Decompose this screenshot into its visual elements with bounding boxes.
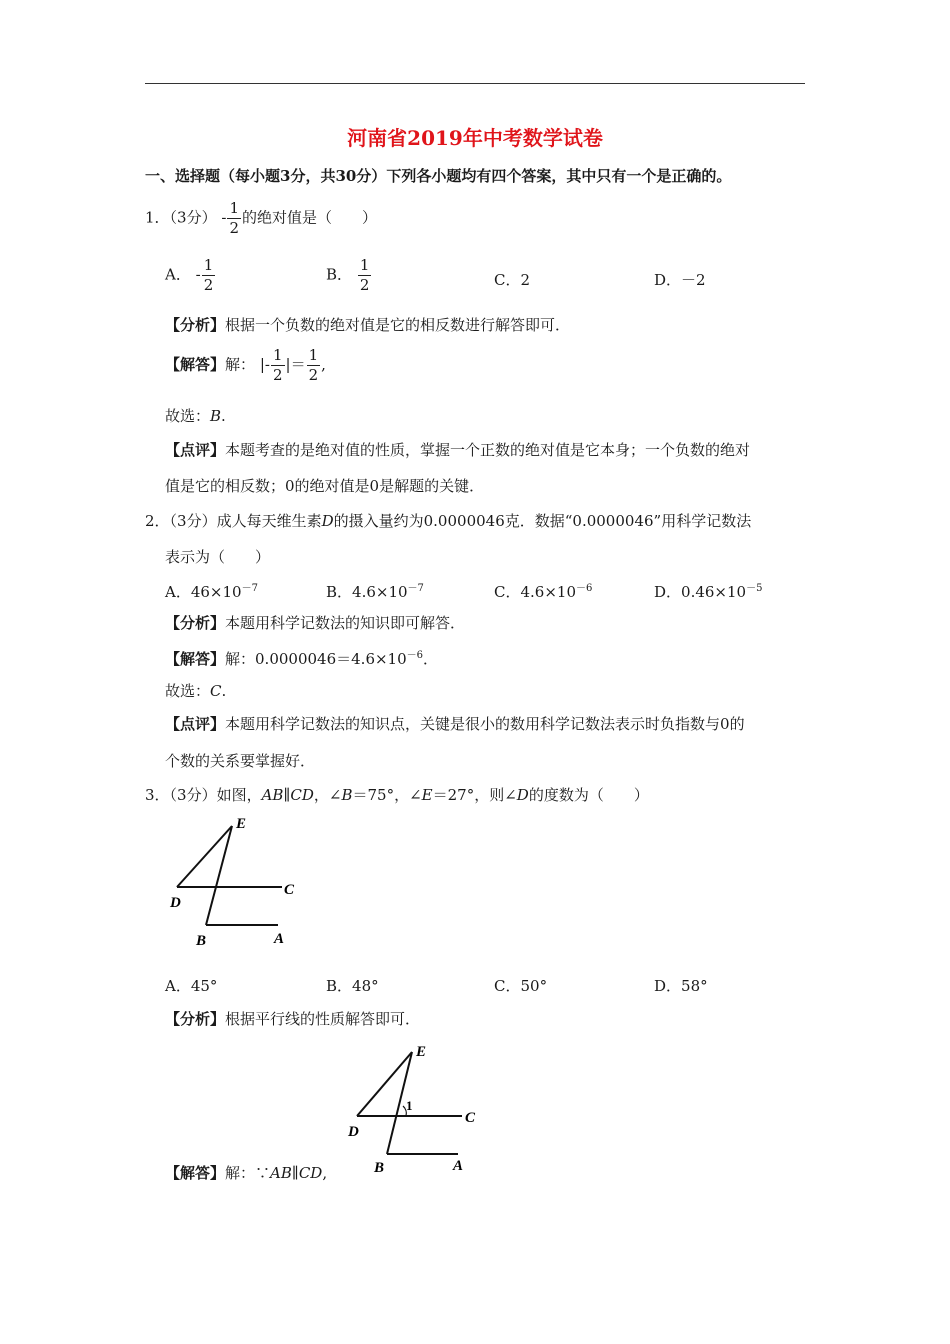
- q2-option-d: D．$0.46\times 10^{-5}$: [654, 583, 763, 601]
- q2-analysis: 【分析】本题用科学记数法的知识即可解答．: [165, 614, 466, 632]
- label-e: E: [416, 1044, 427, 1060]
- q2-comment-line2: 个数的关系要掌握好．: [165, 752, 316, 770]
- q3-solution: 【解答】解：∵AB∥CD,: [165, 1164, 328, 1182]
- header-rule: [145, 83, 805, 84]
- q1-option-c: C．2: [494, 271, 531, 289]
- q2-solution: 【解答】解：$0.0000046=4.6\times 10^{-6}$．: [165, 650, 439, 668]
- q2-option-c: C．$4.6\times 10^{-6}$: [494, 583, 593, 601]
- q1-comment: 【点评】本题考查的是绝对值的性质，掌握一个正数的绝对值是它本身；一个负数的绝对: [165, 441, 751, 459]
- q1-fraction: $\frac{1}{2}$: [229, 199, 239, 237]
- q2-option-a: A．$46\times 10^{-7}$: [165, 583, 258, 601]
- q3-option-c: C．50°: [494, 977, 548, 995]
- q3-analysis: 【分析】根据平行线的性质解答即可．: [165, 1010, 421, 1028]
- q1-stem: [145, 201, 377, 236]
- q1-analysis: 【分析】根据一个负数的绝对值是它的相反数进行解答即可．: [165, 316, 571, 334]
- q3-figure: [160, 812, 310, 952]
- q1-solution: 【解答】解： |- $\frac{1}{2}$ |＝ $\frac{1}{2}$ ,: [165, 346, 326, 384]
- label-a: A: [453, 1158, 464, 1174]
- q3-solution-figure: [340, 1040, 490, 1180]
- label-b: B: [196, 933, 207, 949]
- q1-answer: 故选：B.: [165, 407, 226, 425]
- q2-comment: 【点评】本题用科学记数法的知识点，关键是很小的数用科学记数法表示时负指数与0的: [165, 715, 745, 733]
- q1-option-b: B． $\frac{1}{2}$: [326, 256, 370, 294]
- q1-option-d: D．－2: [654, 271, 706, 289]
- page-title: 河南省2019年中考数学试卷: [347, 126, 603, 150]
- q3-stem: 3．（3分）如图，AB∥CD，∠B＝75°，∠E＝27°，则∠D的度数为（ ）: [145, 786, 649, 804]
- q1-option-a: A． - $\frac{1}{2}$: [165, 256, 214, 294]
- q1-stem-text: 的绝对值是（ ）: [242, 208, 378, 227]
- label-e: E: [236, 816, 247, 832]
- q3-option-a: A．45°: [165, 977, 218, 995]
- q2-option-b: B．$4.6\times 10^{-7}$: [326, 583, 424, 601]
- q1-comment-line2: 值是它的相反数；0的绝对值是0是解题的关键．: [165, 477, 485, 495]
- q2-stem-line2: 表示为（ ）: [165, 548, 271, 566]
- label-angle-1: 1: [406, 1098, 413, 1113]
- label-d: D: [170, 895, 181, 911]
- q1-sign: -: [221, 208, 227, 227]
- q3-option-b: B．48°: [326, 977, 379, 995]
- label-a: A: [274, 931, 285, 947]
- q2-answer: 故选：C.: [165, 682, 227, 700]
- q1-number: 1．（3分）: [145, 208, 217, 227]
- label-c: C: [465, 1110, 476, 1126]
- label-d: D: [348, 1124, 359, 1140]
- label-b: B: [374, 1160, 385, 1176]
- q3-option-d: D．58°: [654, 977, 708, 995]
- q2-stem: 2．（3分）成人每天维生素D的摄入量约为0.0000046克．数据“0.0000046”用科学记数法: [145, 512, 752, 530]
- label-c: C: [284, 882, 295, 898]
- section-heading: 一、选择题（每小题3分，共30分）下列各小题均有四个答案，其中只有一个是正确的。: [145, 167, 732, 185]
